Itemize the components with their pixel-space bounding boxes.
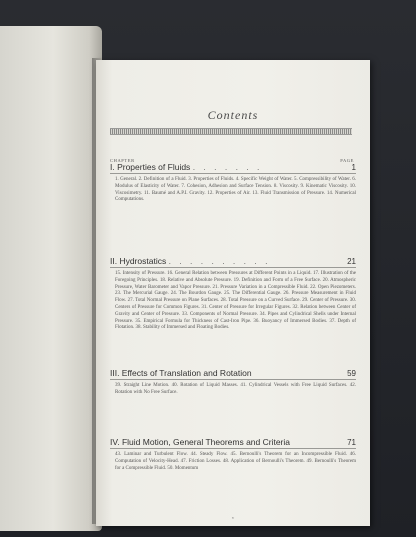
section-page-number: 21 (347, 257, 356, 266)
section-hydrostatics (110, 257, 356, 332)
section-page-number: 71 (347, 438, 356, 447)
page-title: Contents (207, 108, 259, 122)
title-decorative-rule (110, 128, 352, 135)
section-fluid-motion (110, 438, 356, 472)
section-topics: 15. Intensity of Pressure. 16. General Relation between Pressures at Different Points in a Liquid. 17. Illustration of the Foregoing Principles. 18. Relative and Absolute Pressure. 19. Definition and Form of a Free Surface. 20. Atmospheric Pressure, Water Barometer and Vapor Pressure. 21. Pressure Variation in a Compressible Fluid. 22. Open Piezometers. 23. The Mercurial Gauge. 24. The Bourdon Gauge. 25. The Differential Gauge. 26. Pressure Measurement in Fluid Flow. 27. Total Normal Pressure on Plane Surfaces. 28. Total Pressure on a Curved Surface. 29. Center of Pressure. 30. Centers of Pressure for Common Figures. 31. Center of Pressure for Irregular Figures. 32. Relation between Center of Gravity and Center of Pressure. 33. Components of Normal Pressure. 34. Pipes and Cylindrical Shells under Internal Pressure. 35. Empirical Formula for Thickness of Cast-Iron Pipe. 36. Buoyancy of Immersed Bodies. 37. Depth of Flotation. 38. Stability of Immersed and Floating Bodies. (115, 271, 356, 331)
section-topics: 1. General. 2. Definition of a Fluid. 3. Properties of Fluids. 4. Specific Weight of Water. 5. Compressibility of Water. 6. Modulus of Elasticity of Water. 7. Cohesion, Adhesion and Surface Tension. 8. Viscosity. 9. Kinematic Viscosity. 10. Viscosimetry. 11. Baumé and A.P.I. Gravity. 12. Properties of Air. 13. Fluid Transmission of Pressure. 14. Numerical Computations. (115, 177, 356, 203)
page-column-header: PAGE (340, 158, 354, 163)
section-topics: 43. Laminar and Turbulent Flow. 44. Steady Flow. 45. Bernoulli's Theorem for an Incompressible Fluid. 46. Computation of Velocity-Head. 47. Friction Losses. 48. Application of Bernoulli's Theorem. 49. Bernoulli's Theorem for a Compressible Fluid. 50. Momentum (115, 452, 356, 471)
section-title: I. Properties of Fluids . . . . . . . (110, 162, 263, 172)
section-page-number: 1 (351, 163, 356, 172)
section-topics: 39. Straight Line Motion. 40. Rotation of Liquid Masses. 41. Cylindrical Vessels with Free Liquid Surfaces. 42. Rotation with No Free Surface. (115, 383, 356, 395)
section-title: IV. Fluid Motion, General Theorems and Criteria (110, 437, 291, 447)
folio-number: v (231, 515, 235, 520)
section-page-number: 59 (347, 369, 356, 378)
section-translation-and-rotation (110, 369, 356, 397)
section-title: III. Effects of Translation and Rotation (110, 368, 252, 378)
section-title: II. Hydrostatics . . . . . . . . . . (110, 256, 271, 266)
section-properties-of-fluids (110, 163, 356, 204)
chapter-column-header: CHAPTER (110, 158, 135, 163)
contents-page (96, 60, 370, 526)
left-page-edge (0, 26, 102, 531)
